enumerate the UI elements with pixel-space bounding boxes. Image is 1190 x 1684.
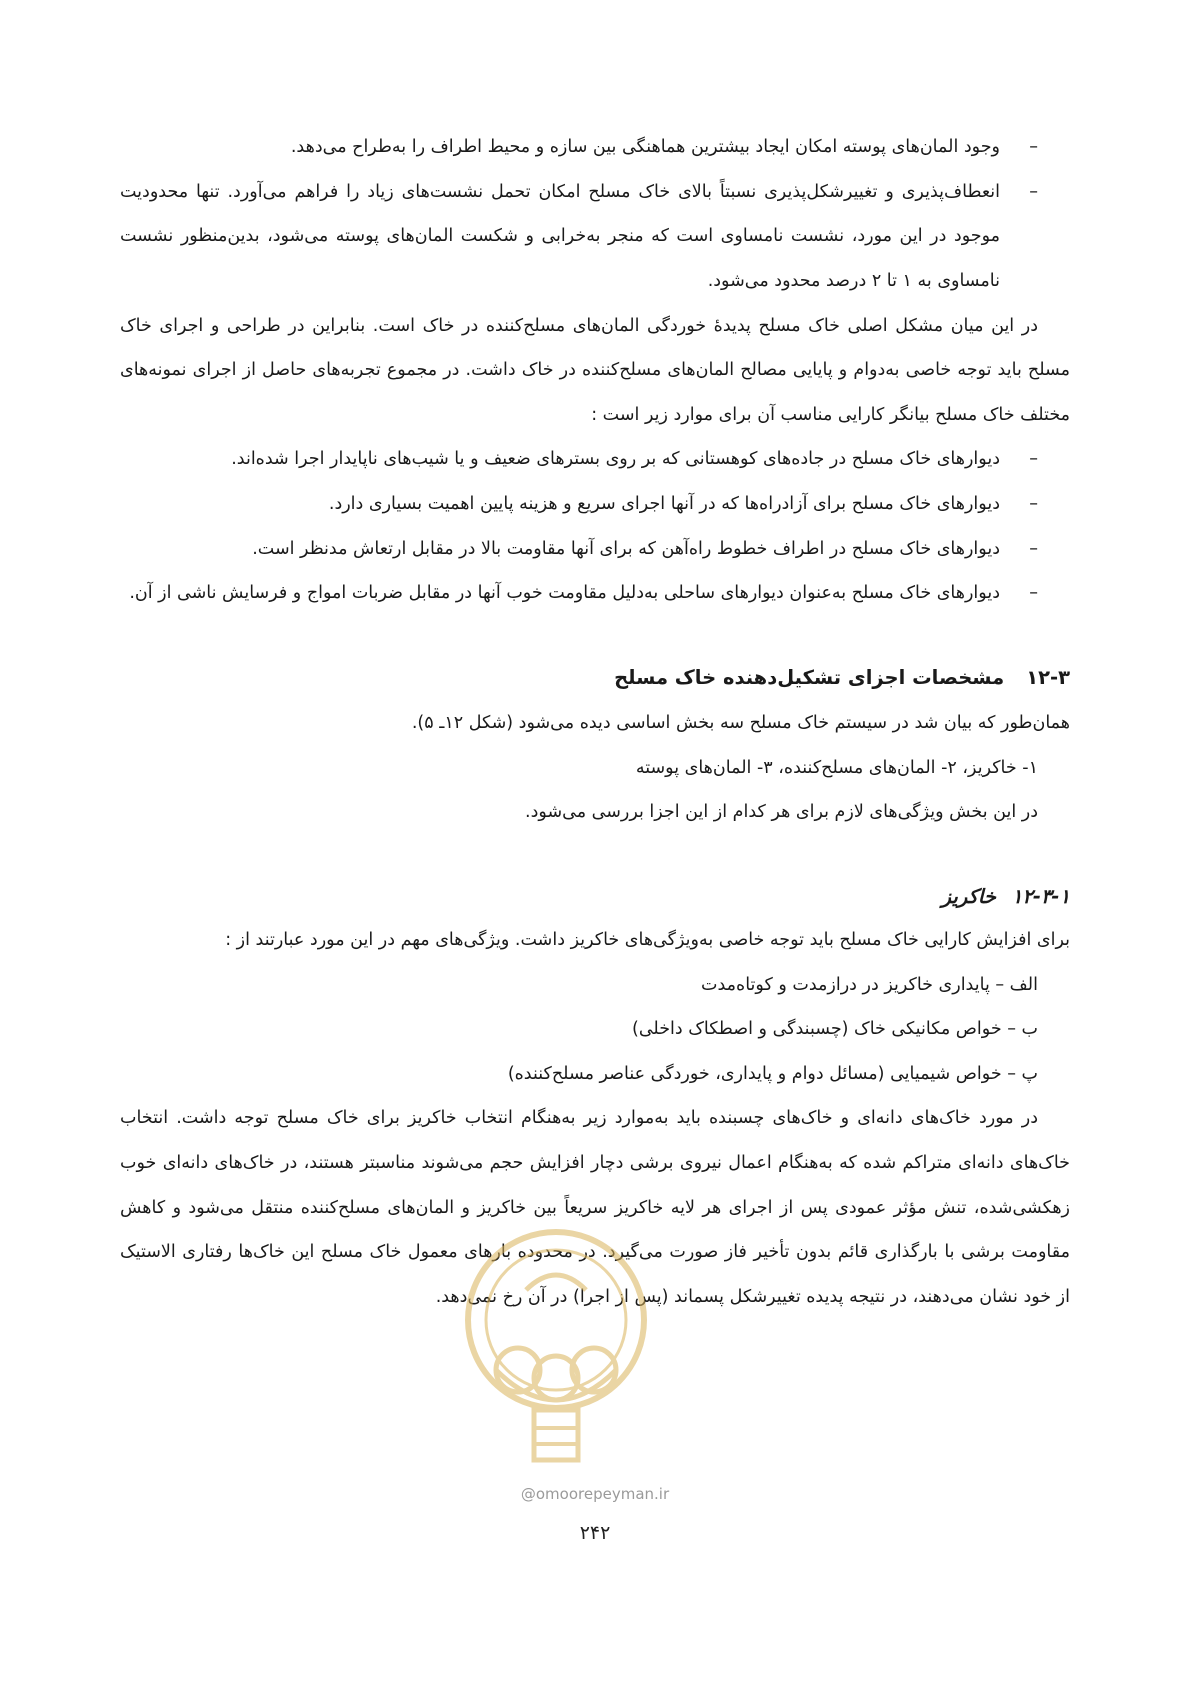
subsection-title: خاکریز (941, 884, 996, 908)
section-title: مشخصات اجزای تشکیل‌دهنده خاک مسلح (614, 665, 1005, 689)
section-heading (120, 660, 1070, 695)
list-item: پ – خواص شیمیایی (مسائل دوام و پایداری، خوردگی عناصر مسلح‌کننده) (507, 1063, 1038, 1084)
bullet-dash: – (1029, 449, 1038, 470)
bullet-text: دیوارهای خاک مسلح برای آزادراه‌ها که در آنها اجرای سریع و هزینه پایین اهمیت بسیاری دارد. (328, 494, 1000, 514)
omoore-peyman-seal-icon (456, 1220, 656, 1480)
subsection-intro: برای افزایش کارایی خاک مسلح باید توجه خاصی به‌ویژگی‌های خاکریز داشت. ویژگی‌های مهم در این مورد عبارتند از : (225, 929, 1070, 950)
list-item: الف – پایداری خاکریز در درازمدت و کوتاه‌مدت (701, 974, 1038, 995)
bullet-dash: – (1029, 494, 1038, 514)
watermark-url: @omoorepeyman.ir (520, 1485, 670, 1503)
list-item (120, 571, 1038, 616)
bullet-dash: – (1029, 583, 1038, 604)
list-item (120, 125, 1038, 170)
list-item (120, 482, 1038, 527)
bullet-dash: – (1029, 181, 1038, 202)
list-item (120, 527, 1038, 572)
bullet-text: انعطاف‌پذیری و تغییرشکل‌پذیری نسبتاً بالای خاک مسلح امکان تحمل نشست‌های زیاد را فراهم می‌آورد. تنها محدودیت موجود در این مورد، نشست نامساوی است که منجر به‌خرابی و شکست المان‌های پوسته می‌شود، بدین‌منظور نشست نامساوی به ۱ تا ۲ درصد محدود می‌شود. (120, 181, 1000, 291)
section-intro: همان‌طور که بیان شد در سیستم خاک مسلح سه بخش اساسی دیده می‌شود (شکل ۱۲ـ ۵). (411, 712, 1070, 733)
bullet-text: دیوارهای خاک مسلح در جاده‌های کوهستانی که بر روی بسترهای ضعیف و یا شیب‌های ناپایدار اجرا شده‌اند. (231, 449, 1000, 470)
bullet-dash: – (1029, 137, 1038, 157)
list-item (120, 170, 1038, 304)
list-item (120, 437, 1038, 482)
bullet-text: دیوارهای خاک مسلح در اطراف خطوط راه‌آهن که برای آنها مقاومت بالا در مقابل ارتعاش مدنظر است. (252, 538, 1000, 559)
bullet-text: وجود المان‌های پوسته امکان ایجاد بیشترین هماهنگی بین سازه و محیط اطراف را به‌طراح می‌دهد. (290, 137, 1000, 157)
subsection-body: در مورد خاک‌های دانه‌ای و خاک‌های چسبنده باید به‌موارد زیر به‌هنگام انتخاب خاکریز برای خاک مسلح توجه داشت. انتخاب خاک‌های دانه‌ای متراکم شده که به‌هنگام اعمال نیروی برشی دچار افزایش حجم می‌شوند مناسبتر هستند، در خاک‌های دانه‌ای خوب زهکشی‌شده، تنش مؤثر عمودی پس از اجرای هر لایه خاکریز سریعاً بین خاکریز و المان‌های مسلح‌کننده منتقل می‌شود و کاهش مقاومت برشی با بارگذاری قائم بدون تأخیر فاز صورت می‌گیرد. در محدوده بارهای معمول خاک مسلح این خاک‌ها رفتاری الاستیک از خود نشان می‌دهند، در نتیجه پدیده تغییرشکل پسماند (پس از اجرا) در آن رخ نمی‌دهد. (120, 1108, 1070, 1307)
section-parts: ۱- خاکریز، ۲- المان‌های مسلح‌کننده، ۳- المان‌های پوسته (635, 757, 1038, 778)
page-number: ۲۴۲ (579, 1522, 611, 1544)
subsection-heading (120, 879, 1070, 914)
paragraph-problem: در این میان مشکل اصلی خاک مسلح پدیدهٔ خوردگی المان‌های مسلح‌کننده در خاک است. بنابراین در طراحی و اجرای خاک مسلح باید توجه خاصی به‌دوام و پایایی مصالح المان‌های مسلح‌کننده در خاک داشت. در مجموع تجربه‌های حاصل از اجرای نمونه‌های مختلف خاک مسلح بیانگر کارایی مناسب آن برای موارد زیر است : (120, 315, 1070, 425)
section-number: ۱۲-۳ (1026, 665, 1070, 689)
bullet-text: دیوارهای خاک مسلح به‌عنوان دیوارهای ساحلی به‌دلیل مقاومت خوب آنها در مقابل ضربات امواج و فرسایش ناشی از آن. (129, 583, 1000, 604)
section-review: در این بخش ویژگی‌های لازم برای هر کدام از این اجزا بررسی می‌شود. (525, 802, 1038, 823)
list-item: ب – خواص مکانیکی خاک (چسبندگی و اصطکاک داخلی) (632, 1019, 1038, 1040)
subsection-number: ۱۲-۳-۱ (1011, 884, 1070, 908)
bullet-dash: – (1029, 538, 1038, 559)
